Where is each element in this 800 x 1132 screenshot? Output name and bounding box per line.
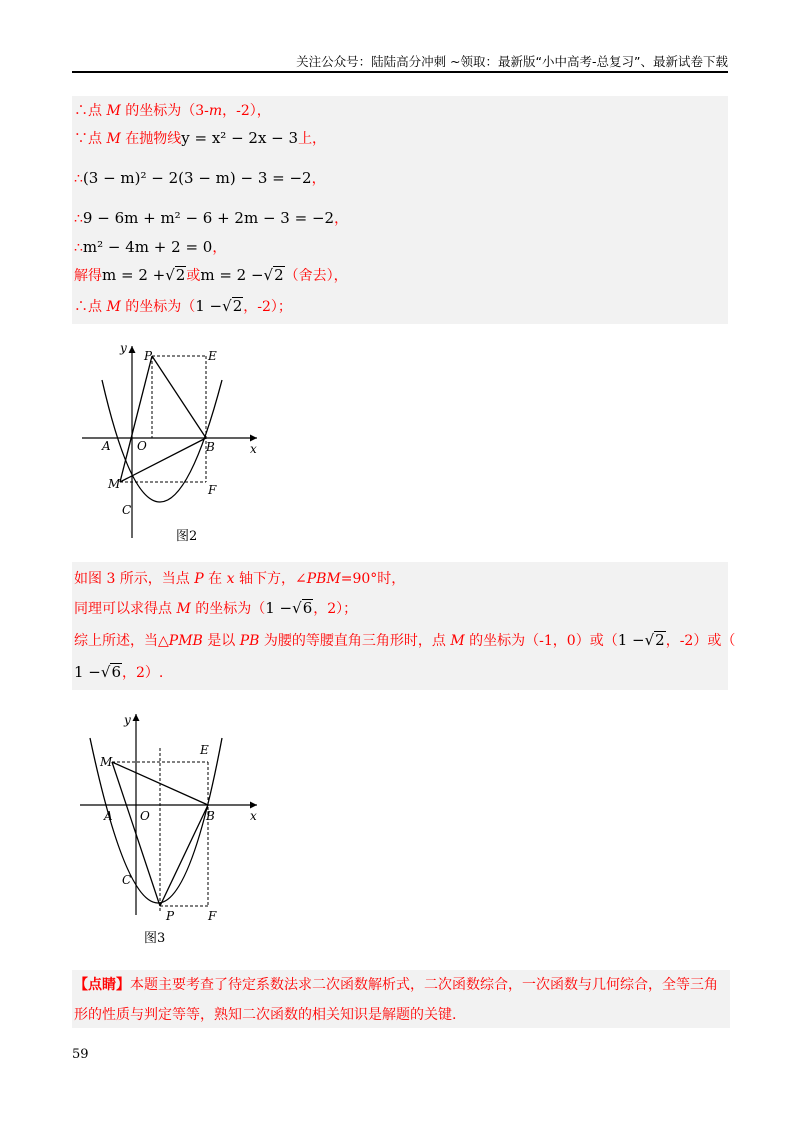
label-a: A bbox=[104, 809, 113, 823]
key-point-note bbox=[72, 970, 730, 1028]
figure-2 bbox=[72, 328, 272, 556]
figure-3 bbox=[72, 700, 272, 958]
segment-pb bbox=[160, 805, 208, 906]
equation-3: m² − 4m + 2 = 0 bbox=[82, 238, 213, 256]
solution-line-11: 1 −√6，2）. bbox=[74, 663, 164, 681]
figure-2-diagram bbox=[72, 328, 272, 556]
solution-line-1: ∴点 M 的坐标为（3-m，-2）， bbox=[74, 103, 271, 119]
solution-line-4: ∴9 − 6m + m² − 6 + 2m − 3 = −2， bbox=[74, 209, 349, 227]
segment-mb bbox=[120, 438, 206, 482]
solution-line-9: 同理可以求得点 M 的坐标为（1 −√6，2）； bbox=[74, 599, 358, 617]
segment-pm bbox=[120, 356, 152, 482]
header-rule bbox=[72, 71, 728, 73]
solution-line-10: 综上所述，当△PMB 是以 PB 为腰的等腰直角三角形时，点 M 的坐标为（-1，0）或（1 −√2，-2）或（ bbox=[74, 631, 736, 649]
note-line-2: 形的性质与判定等等，熟知二次函数的相关知识是解题的关键. bbox=[74, 1007, 457, 1023]
label-p: P bbox=[144, 349, 153, 363]
note-line-1: 【点睛】本题主要考查了待定系数法求二次函数解析式，二次函数综合，一次函数与几何综合，全等三角 bbox=[74, 977, 718, 993]
solution-line-6: 解得m = 2 +√2或m = 2 −√2（舍去）， bbox=[74, 266, 348, 284]
solution-line-3: ∴(3 − m)² − 2(3 − m) − 3 = −2， bbox=[74, 169, 326, 187]
segment-pb bbox=[152, 356, 206, 438]
figure-3-caption: 图3 bbox=[144, 931, 166, 946]
figure-3-diagram bbox=[72, 700, 272, 958]
note-tag: 【点睛】 bbox=[74, 977, 130, 993]
equation-2: 9 − 6m + m² − 6 + 2m − 3 = −2 bbox=[82, 209, 335, 227]
label-m: M bbox=[108, 477, 121, 491]
solution-line-5: ∴m² − 4m + 2 = 0， bbox=[74, 238, 227, 256]
label-f: F bbox=[208, 483, 217, 497]
label-e: E bbox=[208, 349, 217, 363]
solution-line-8: 如图 3 所示，当点 P 在 x 轴下方，∠PBM=90°时， bbox=[74, 571, 406, 587]
parabola-equation: y = x² − 2x − 3 bbox=[181, 129, 299, 147]
page-number: 59 bbox=[72, 1047, 89, 1062]
label-c: C bbox=[122, 873, 132, 887]
label-x: x bbox=[250, 809, 257, 823]
label-p: P bbox=[166, 909, 175, 923]
label-e: E bbox=[200, 743, 209, 757]
label-o: O bbox=[140, 809, 150, 823]
solution-line-2: ∵点 M 在抛物线y = x² − 2x − 3上， bbox=[74, 129, 327, 147]
label-a: A bbox=[102, 439, 111, 453]
equation-1: (3 − m)² − 2(3 − m) − 3 = −2 bbox=[82, 169, 312, 187]
page-header: 关注公众号：陆陆高分冲刺 ~领取：最新版“小中高考-总复习”、最新试卷下载 bbox=[296, 54, 728, 69]
solution-line-7: ∴点 M 的坐标为（1 −√2，-2）； bbox=[74, 297, 292, 315]
label-y: y bbox=[124, 713, 131, 727]
label-b: B bbox=[206, 809, 215, 823]
figure-2-caption: 图2 bbox=[176, 529, 198, 544]
label-c: C bbox=[122, 503, 132, 517]
label-b: B bbox=[206, 440, 215, 454]
label-f: F bbox=[208, 909, 217, 923]
label-y: y bbox=[120, 341, 127, 355]
label-x: x bbox=[250, 442, 257, 456]
label-m: M bbox=[100, 755, 113, 769]
label-o: O bbox=[137, 439, 147, 453]
